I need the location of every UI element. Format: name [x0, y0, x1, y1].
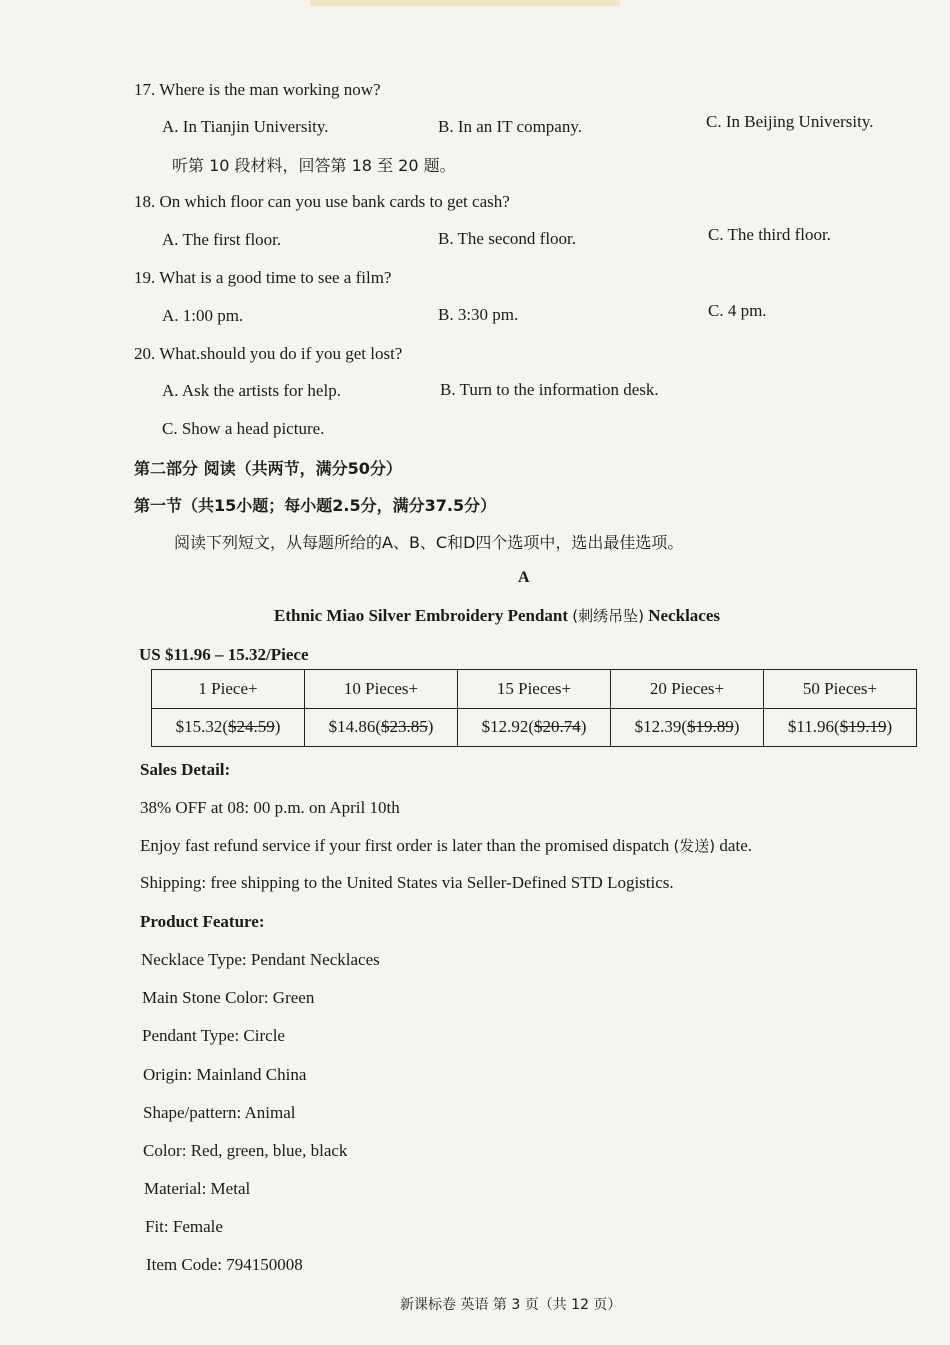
sale-price: $12.92: [481, 717, 529, 737]
q17-option-a: A. In Tianjin University.: [162, 117, 329, 136]
paper-stain: [310, 0, 620, 6]
q20-option-a: A. Ask the artists for help.: [162, 381, 341, 400]
passage-letter: A: [518, 569, 530, 586]
feature-item: Shape/pattern: Animal: [143, 1103, 296, 1122]
price-cell: $14.86($23.85): [305, 708, 458, 747]
sales-refund-suffix: date.: [719, 836, 752, 855]
page-footer: 新课标卷 英语 第 3 页（共 12 页）: [400, 1297, 622, 1313]
q19-option-b: B. 3:30 pm.: [438, 305, 519, 324]
quantity-tier: 20 Pieces+: [611, 670, 764, 709]
sales-discount-line: 38% OFF at 08: 00 p.m. on April 10th: [140, 798, 400, 817]
sale-price: $14.86: [328, 717, 376, 737]
feature-item: Fit: Female: [145, 1217, 223, 1236]
feature-item: Pendant Type: Circle: [142, 1026, 285, 1045]
product-title-chinese: (刺绣吊坠): [572, 607, 645, 625]
quantity-tier: 50 Pieces+: [764, 670, 917, 709]
reading-instruction: 阅读下列短文，从每题所给的A、B、C和D四个选项中，选出最佳选项。: [174, 533, 684, 552]
q18-option-b: B. The second floor.: [438, 229, 577, 248]
q20-option-c: C. Show a head picture.: [162, 419, 325, 438]
price-table: [151, 669, 917, 747]
price-cell: $11.96($19.19): [764, 708, 917, 747]
feature-item: Main Stone Color: Green: [142, 988, 315, 1007]
sales-detail-heading: Sales Detail:: [140, 760, 231, 779]
feature-item: Necklace Type: Pendant Necklaces: [141, 950, 380, 969]
original-price: $19.19: [839, 717, 887, 737]
section-one-heading: 第一节（共15小题；每小题2.5分，满分37.5分）: [134, 496, 497, 515]
question-17: 17. Where is the man working now?: [134, 80, 381, 99]
q18-option-c: C. The third floor.: [708, 225, 831, 244]
feature-item: Origin: Mainland China: [143, 1065, 307, 1084]
q20-option-b: B. Turn to the information desk.: [440, 380, 659, 399]
price-table-header-row: [152, 670, 917, 709]
original-price: $20.74: [534, 717, 581, 737]
feature-item: Material: Metal: [144, 1179, 251, 1198]
question-20: 20. What.should you do if you get lost?: [134, 344, 403, 363]
product-title-suffix: Necklaces: [648, 606, 721, 625]
q17-option-b: B. In an IT company.: [438, 117, 582, 136]
feature-item: Color: Red, green, blue, black: [143, 1141, 348, 1160]
product-title: [274, 605, 720, 626]
product-title-text: Ethnic Miao Silver Embroidery Pendant: [274, 606, 569, 625]
question-19: 19. What is a good time to see a film?: [134, 268, 392, 287]
sales-refund-text: Enjoy fast refund service if your first order is later than the promised dispatch: [140, 836, 670, 855]
part-two-heading: 第二部分 阅读（共两节，满分50分）: [134, 459, 402, 478]
sale-price: $15.32: [175, 717, 223, 737]
price-cell: $12.92($20.74): [458, 708, 611, 747]
product-feature-heading: Product Feature:: [140, 912, 265, 931]
question-18: 18. On which floor can you use bank cards to get cash?: [134, 192, 510, 211]
sales-shipping-line: Shipping: free shipping to the United States via Seller-Defined STD Logistics.: [140, 873, 674, 892]
q19-option-a: A. 1:00 pm.: [162, 306, 244, 325]
sales-refund-line: [140, 835, 752, 856]
sale-price: $11.96: [787, 717, 835, 737]
q18-option-a: A. The first floor.: [162, 230, 282, 249]
price-table-price-row: [152, 708, 917, 747]
price-cell: $12.39($19.89): [611, 708, 764, 747]
q19-option-c: C. 4 pm.: [708, 301, 767, 320]
price-cell: $15.32($24.59): [152, 708, 305, 747]
original-price: $19.89: [687, 717, 734, 737]
quantity-tier: 15 Pieces+: [458, 670, 611, 709]
quantity-tier: 10 Pieces+: [305, 670, 458, 709]
original-price: $24.59: [228, 717, 275, 737]
listening-instruction: 听第 10 段材料，回答第 18 至 20 题。: [172, 156, 456, 175]
sales-refund-chinese: (发送): [673, 837, 716, 855]
q17-option-c: C. In Beijing University.: [706, 112, 874, 131]
price-range: US $11.96 – 15.32/Piece: [139, 645, 309, 664]
feature-item: Item Code: 794150008: [146, 1255, 303, 1274]
sale-price: $12.39: [634, 717, 682, 737]
quantity-tier: 1 Piece+: [152, 670, 305, 709]
original-price: $23.85: [381, 717, 428, 737]
